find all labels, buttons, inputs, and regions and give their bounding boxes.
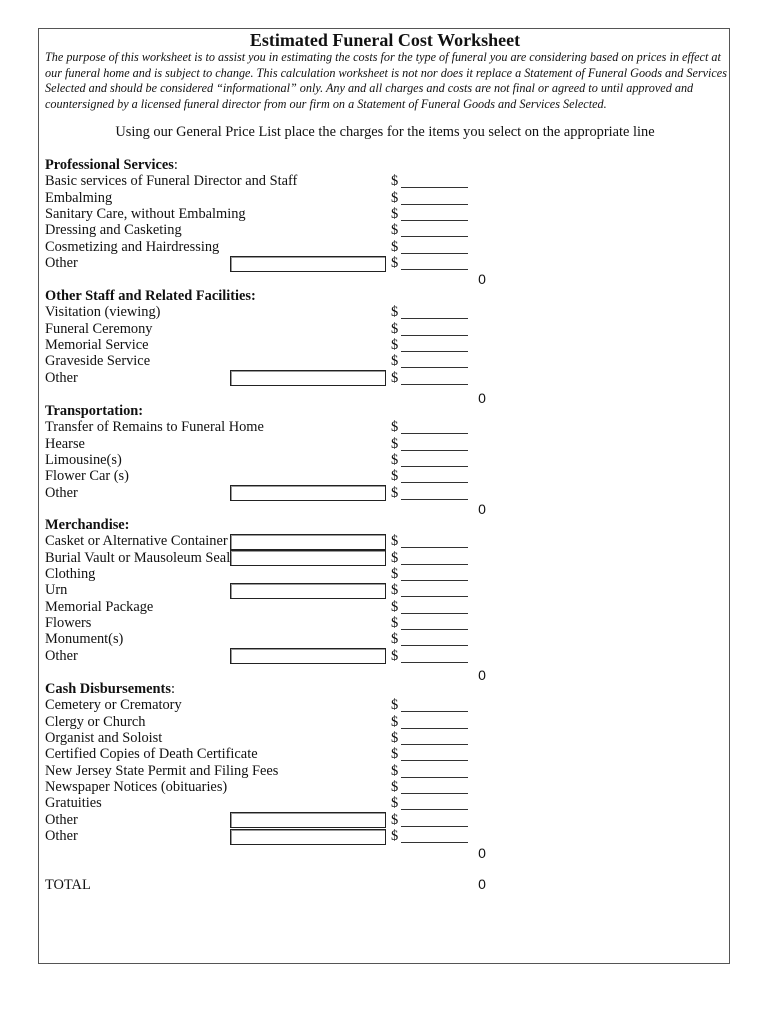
- item-label-embalming: Embalming: [45, 189, 113, 206]
- currency-symbol: $: [391, 435, 399, 452]
- amount-input[interactable]: [401, 777, 468, 778]
- item-label-clothing: Clothing: [45, 566, 96, 583]
- amount-input[interactable]: [401, 351, 468, 352]
- currency-symbol: $: [391, 582, 399, 599]
- amount-input[interactable]: [401, 793, 468, 794]
- section-header-cash-disbursements: [45, 681, 175, 697]
- amount-input[interactable]: [401, 384, 468, 385]
- amount-input[interactable]: [401, 564, 468, 565]
- item-label-cemetery-or-crematory: Cemetery or Crematory: [45, 697, 182, 714]
- item-description-input[interactable]: [230, 370, 386, 386]
- amount-input[interactable]: [401, 580, 468, 581]
- item-label-flower-car-s: Flower Car (s): [45, 468, 129, 485]
- currency-symbol: $: [391, 484, 399, 501]
- amount-input[interactable]: [401, 662, 468, 663]
- item-label-hearse: Hearse: [45, 435, 85, 452]
- currency-symbol: $: [391, 533, 399, 550]
- amount-input[interactable]: [401, 466, 468, 467]
- section-header-text: Cash Disbursements: [45, 681, 171, 697]
- item-label-cosmetizing-and-hairdressing: Cosmetizing and Hairdressing: [45, 238, 220, 255]
- section-header-text: Professional Services: [45, 157, 174, 173]
- item-label-urn: Urn: [45, 582, 68, 599]
- currency-symbol: $: [391, 222, 399, 239]
- item-label-basic-services-of-funeral-director-and-staff: Basic services of Funeral Director and Staff: [45, 173, 298, 190]
- currency-symbol: $: [391, 320, 399, 337]
- item-description-input[interactable]: [230, 550, 386, 566]
- item-label-memorial-service: Memorial Service: [45, 337, 149, 354]
- currency-symbol: $: [391, 795, 399, 812]
- amount-input[interactable]: [401, 728, 468, 729]
- amount-input[interactable]: [401, 499, 468, 500]
- section-header-text: Merchandise:: [45, 517, 130, 533]
- currency-symbol: $: [391, 598, 399, 615]
- item-label-sanitary-care-without-embalming: Sanitary Care, without Embalming: [45, 206, 246, 223]
- item-label-transfer-of-remains-to-funeral-home: Transfer of Remains to Funeral Home: [45, 419, 264, 436]
- item-label-newspaper-notices-obituaries: Newspaper Notices (obituaries): [45, 779, 228, 796]
- currency-symbol: $: [391, 647, 399, 664]
- amount-input[interactable]: [401, 547, 468, 548]
- amount-input[interactable]: [401, 236, 468, 237]
- currency-symbol: $: [391, 206, 399, 223]
- section-header-suffix: :: [173, 157, 178, 173]
- item-description-input[interactable]: [230, 485, 386, 501]
- amount-input[interactable]: [401, 645, 468, 646]
- item-label-graveside-service: Graveside Service: [45, 353, 151, 370]
- section-subtotal: 0: [478, 667, 486, 683]
- item-label-flowers: Flowers: [45, 615, 92, 632]
- item-label-other: Other: [45, 811, 78, 828]
- instruction-line: Using our General Price List place the charges for the items you select on the appropriate line: [115, 124, 655, 140]
- item-label-dressing-and-casketing: Dressing and Casketing: [45, 222, 182, 239]
- item-label-burial-vault-or-mausoleum-seal: Burial Vault or Mausoleum Seal: [45, 549, 231, 566]
- currency-symbol: $: [391, 762, 399, 779]
- item-description-input[interactable]: [230, 583, 386, 599]
- amount-input[interactable]: [401, 842, 468, 843]
- intro-paragraph: The purpose of this worksheet is to assist you in estimating the costs for the type of funeral you are considering based on prices in effect at our funeral home and is subject to change. This calculation worksheet is not nor does it replace a Statement of Funeral Goods and Services Selected and should be considered “informational” only. Any and all charges and costs are not final or agreed to until approved and countersigned by a licensed funeral director from our firm on a Statement of Funeral Goods and Services Selected.: [45, 50, 727, 111]
- item-label-casket-or-alternative-container: Casket or Alternative Container: [45, 533, 228, 550]
- section-subtotal: 0: [478, 271, 486, 287]
- amount-input[interactable]: [401, 253, 468, 254]
- item-description-input[interactable]: [230, 812, 386, 828]
- section-subtotal: 0: [478, 501, 486, 517]
- amount-input[interactable]: [401, 826, 468, 827]
- item-label-organist-and-soloist: Organist and Soloist: [45, 730, 163, 747]
- item-label-other: Other: [45, 828, 78, 845]
- item-description-input[interactable]: [230, 534, 386, 550]
- item-label-memorial-package: Memorial Package: [45, 598, 154, 615]
- currency-symbol: $: [391, 255, 399, 272]
- section-header-transportation: [45, 403, 143, 419]
- amount-input[interactable]: [401, 482, 468, 483]
- item-label-other: Other: [45, 647, 78, 664]
- currency-symbol: $: [391, 369, 399, 386]
- item-label-other: Other: [45, 484, 78, 501]
- item-label-monument-s: Monument(s): [45, 631, 124, 648]
- item-label-other: Other: [45, 369, 78, 386]
- item-label-funeral-ceremony: Funeral Ceremony: [45, 320, 153, 337]
- section-header-suffix: :: [170, 681, 175, 697]
- total-value: 0: [478, 876, 486, 892]
- section-header-text: Transportation:: [45, 403, 144, 419]
- amount-input[interactable]: [401, 335, 468, 336]
- amount-input[interactable]: [401, 613, 468, 614]
- section-header-text: Other Staff and Related Facilities:: [45, 288, 256, 304]
- section-header-other-staff-and-related-facilities: [45, 288, 256, 304]
- amount-input[interactable]: [401, 220, 468, 221]
- currency-symbol: $: [391, 304, 399, 321]
- currency-symbol: $: [391, 730, 399, 747]
- section-header-professional-services: [45, 157, 178, 173]
- currency-symbol: $: [391, 549, 399, 566]
- item-label-visitation-viewing: Visitation (viewing): [45, 304, 161, 321]
- currency-symbol: $: [391, 779, 399, 796]
- amount-input[interactable]: [401, 809, 468, 810]
- item-label-clergy-or-church: Clergy or Church: [45, 713, 146, 730]
- amount-input[interactable]: [401, 269, 468, 270]
- item-label-limousine-s: Limousine(s): [45, 452, 122, 469]
- item-label-certified-copies-of-death-certificate: Certified Copies of Death Certificate: [45, 746, 258, 763]
- section-subtotal: 0: [478, 390, 486, 406]
- currency-symbol: $: [391, 452, 399, 469]
- amount-input[interactable]: [401, 596, 468, 597]
- currency-symbol: $: [391, 828, 399, 845]
- currency-symbol: $: [391, 238, 399, 255]
- section-subtotal: 0: [478, 845, 486, 861]
- total-label: TOTAL: [45, 877, 91, 893]
- amount-input[interactable]: [401, 204, 468, 205]
- item-description-input[interactable]: [230, 648, 386, 664]
- currency-symbol: $: [391, 811, 399, 828]
- amount-input[interactable]: [401, 629, 468, 630]
- amount-input[interactable]: [401, 187, 468, 188]
- item-label-new-jersey-state-permit-and-filing-fees: New Jersey State Permit and Filing Fees: [45, 762, 279, 779]
- item-label-gratuities: Gratuities: [45, 795, 102, 812]
- currency-symbol: $: [391, 419, 399, 436]
- currency-symbol: $: [391, 615, 399, 632]
- worksheet-title: Estimated Funeral Cost Worksheet: [249, 30, 521, 50]
- currency-symbol: $: [391, 337, 399, 354]
- amount-input[interactable]: [401, 450, 468, 451]
- amount-input[interactable]: [401, 760, 468, 761]
- currency-symbol: $: [391, 697, 399, 714]
- item-description-input[interactable]: [230, 829, 386, 845]
- amount-input[interactable]: [401, 711, 468, 712]
- amount-input[interactable]: [401, 367, 468, 368]
- currency-symbol: $: [391, 189, 399, 206]
- item-description-input[interactable]: [230, 256, 386, 272]
- amount-input[interactable]: [401, 433, 468, 434]
- section-header-merchandise: [45, 517, 129, 533]
- currency-symbol: $: [391, 631, 399, 648]
- currency-symbol: $: [391, 468, 399, 485]
- currency-symbol: $: [391, 566, 399, 583]
- item-label-other: Other: [45, 255, 78, 272]
- currency-symbol: $: [391, 173, 399, 190]
- currency-symbol: $: [391, 353, 399, 370]
- amount-input[interactable]: [401, 318, 468, 319]
- amount-input[interactable]: [401, 744, 468, 745]
- currency-symbol: $: [391, 746, 399, 763]
- currency-symbol: $: [391, 713, 399, 730]
